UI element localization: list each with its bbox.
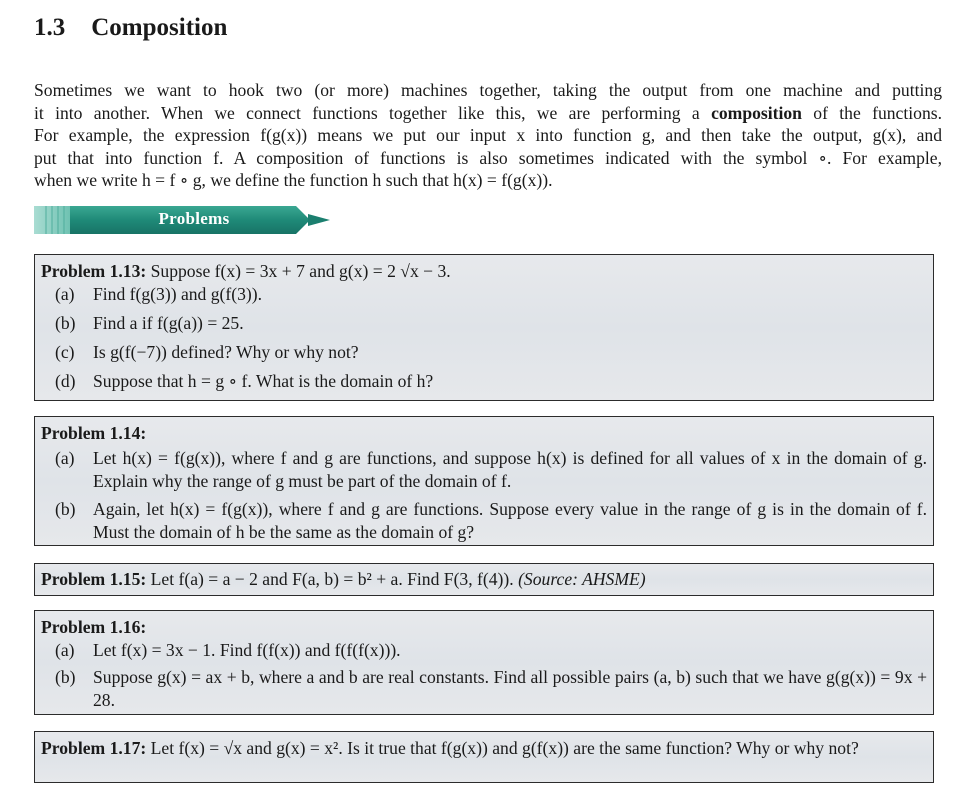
- section-number: 1.3: [34, 14, 66, 41]
- problem-number: Problem 1.13:: [41, 261, 147, 281]
- problem-statement: Let f(x) = √x and g(x) = x². Is it true that f(g(x)) and g(f(x)) are the same function? Why or why not?: [146, 738, 859, 758]
- problem-number: Problem 1.14:: [41, 423, 147, 443]
- problem-source: (Source: AHSME): [518, 569, 646, 589]
- problem-part: (a) Find f(g(3)) and g(f(3)).: [55, 284, 263, 304]
- problem-box: [34, 254, 934, 401]
- problems-banner: [34, 204, 334, 236]
- problem-part: (c) Is g(f(−7)) defined? Why or why not?: [55, 342, 359, 362]
- intro-line: it into another. When we connect functions together like this, we are performing a composition of the functions.: [34, 102, 942, 123]
- problem-number: Problem 1.15:: [41, 569, 147, 589]
- problem-statement: Let f(a) = a − 2 and F(a, b) = b² + a. Find F(3, f(4)).: [146, 569, 514, 589]
- problem-number: Problem 1.17:: [41, 738, 147, 758]
- problem-part: (a) Let f(x) = 3x − 1. Find f(f(x)) and f(f(f(x))).: [55, 640, 401, 660]
- problem-box: [34, 563, 934, 596]
- intro-line: For example, the expression f(g(x)) means we put our input x into function g, and then take the output, g(x), and: [34, 125, 942, 145]
- problems-banner-label: Problems: [158, 209, 230, 228]
- problem-statement: Suppose f(x) = 3x + 7 and g(x) = 2 √x − 3.: [146, 261, 451, 281]
- problem-title-line: [41, 616, 927, 639]
- problem-title-line: [41, 422, 927, 445]
- problem-box: [34, 416, 934, 546]
- bold-term: composition: [711, 102, 802, 123]
- intro-line: put that into function f. A composition of functions is also sometimes indicated with the symbol ∘. For example,: [34, 147, 942, 168]
- problem-part: (b) Find a if f(g(a)) = 25.: [55, 313, 244, 333]
- section-heading: [34, 14, 227, 42]
- problem-title-line: [41, 737, 927, 760]
- problem-part: (b) Again, let h(x) = f(g(x)), where f and g are functions. Suppose every value in the range of g is in the domain of f. Must the domain of h be the same as the domain of g?: [55, 499, 927, 542]
- problem-part: (d) Suppose that h = g ∘ f. What is the domain of h?: [55, 371, 434, 391]
- intro-line: when we write h = f ∘ g, we define the function h such that h(x) = f(g(x)).: [34, 170, 553, 190]
- problem-box: [34, 731, 934, 783]
- intro-line: Sometimes we want to hook two (or more) machines together, taking the output from one machine and putting: [34, 80, 942, 100]
- problem-part: (b) Suppose g(x) = ax + b, where a and b are real constants. Find all possible pairs (a, b) such that we have g(g(x)) = 9x + 28.: [55, 667, 927, 710]
- problem-title-line: [41, 568, 927, 591]
- problem-box: [34, 610, 934, 715]
- section-title: Composition: [91, 14, 228, 41]
- problem-number: Problem 1.16:: [41, 617, 147, 637]
- problem-part: (a) Let h(x) = f(g(x)), where f and g are functions, and suppose h(x) is defined for all values of x in the domain of g. Explain why the range of g must be part of the domain of f.: [55, 448, 927, 491]
- intro-paragraph: [34, 79, 942, 192]
- problem-title-line: [41, 260, 927, 283]
